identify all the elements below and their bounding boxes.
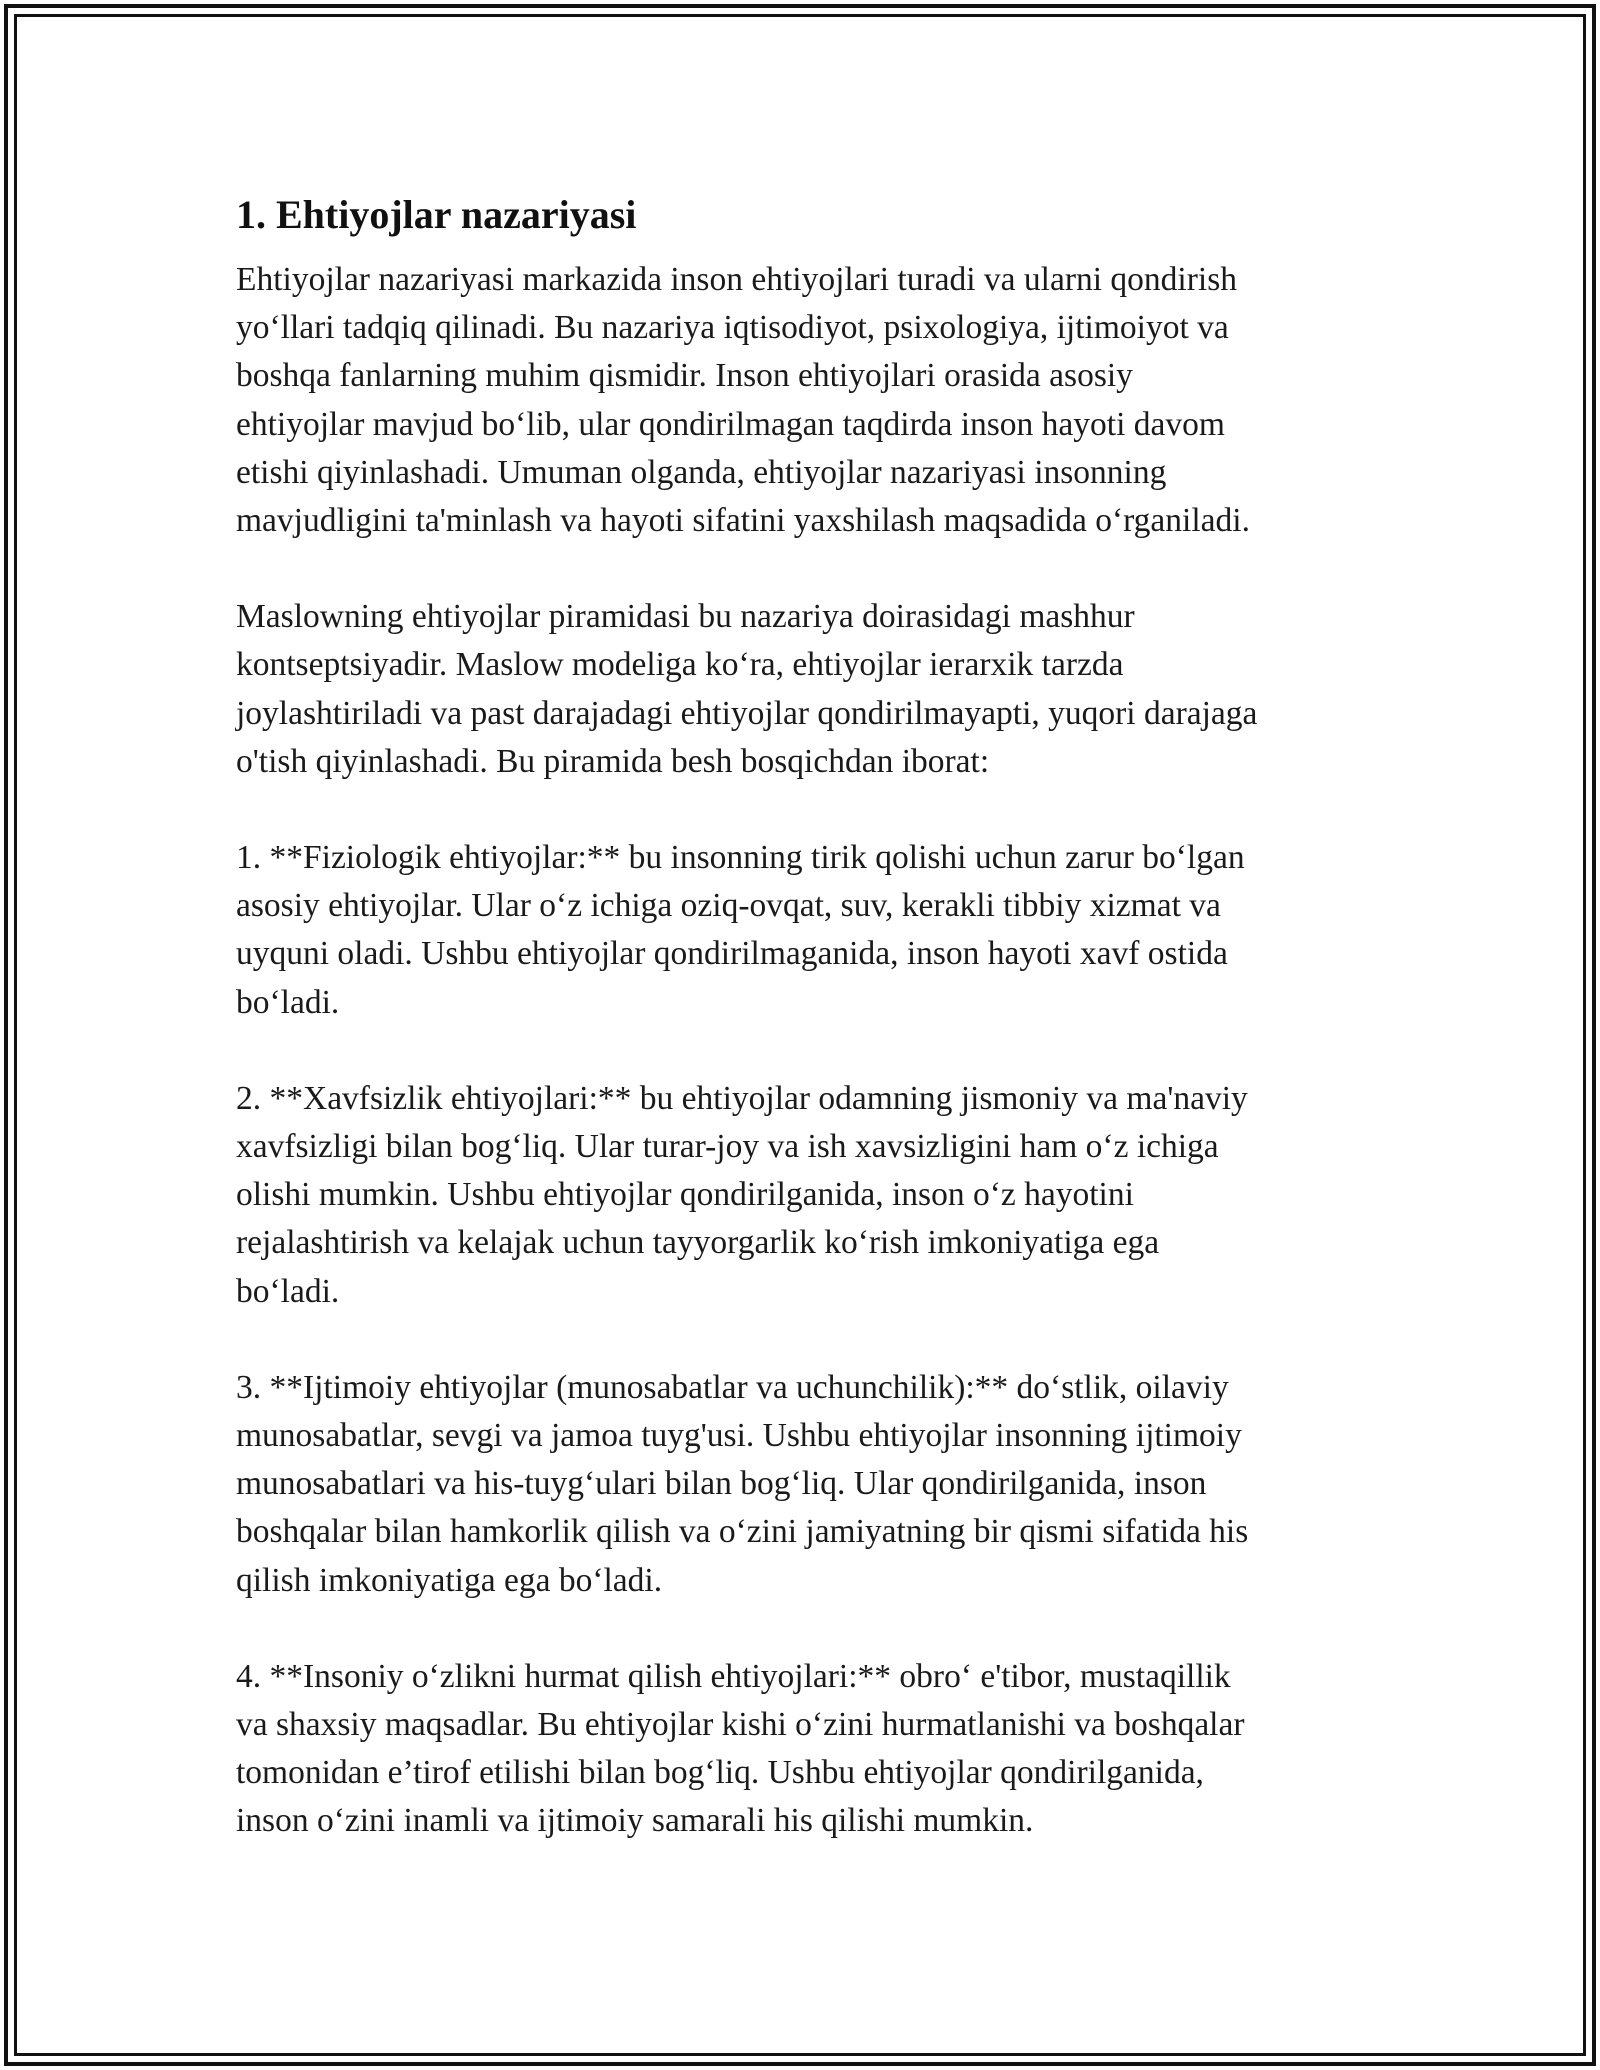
list-item-social bbox=[236, 1364, 1366, 1605]
text-line: bo‘ladi. bbox=[236, 1272, 340, 1310]
list-item-safety bbox=[236, 1075, 1366, 1316]
text-line: uyquni oladi. Ushbu ehtiyojlar qondirilmaganida, inson hayoti xavf ostida bbox=[236, 935, 1228, 973]
paragraph-intro bbox=[236, 256, 1366, 545]
text-line: boshqalar bilan hamkorlik qilish va o‘zini jamiyatning bir qismi sifatida his bbox=[236, 1513, 1249, 1551]
list-item-physiological bbox=[236, 834, 1366, 1027]
text-line: ehtiyojlar mavjud bo‘lib, ular qondirilmagan taqdirda inson hayoti davom bbox=[236, 405, 1225, 443]
text-line: boshqa fanlarning muhim qismidir. Inson ehtiyojlari orasida asosiy bbox=[236, 357, 1133, 395]
paragraph-maslow bbox=[236, 593, 1366, 786]
text-line: xavfsizligi bilan bog‘liq. Ular turar-joy va ish xavsizligini ham o‘z ichiga bbox=[236, 1128, 1219, 1166]
text-line: etishi qiyinlashadi. Umuman olganda, ehtiyojlar nazariyasi insonning bbox=[236, 453, 1167, 491]
list-item-esteem bbox=[236, 1653, 1366, 1846]
text-line: 2. **Xavfsizlik ehtiyojlari:** bu ehtiyojlar odamning jismoniy va ma'naviy bbox=[236, 1079, 1248, 1117]
text-line: asosiy ehtiyojlar. Ular o‘z ichiga oziq-ovqat, suv, kerakli tibbiy xizmat va bbox=[236, 887, 1221, 925]
text-line: Ehtiyojlar nazariyasi markazida inson ehtiyojlari turadi va ularni qondirish bbox=[236, 261, 1237, 298]
text-line: tomonidan e’tirof etilishi bilan bog‘liq. Ushbu ehtiyojlar qondirilganida, bbox=[236, 1754, 1204, 1792]
text-line: 3. **Ijtimoiy ehtiyojlar (munosabatlar va uchunchilik):** do‘stlik, oilaviy bbox=[236, 1368, 1229, 1406]
text-line: joylashtiriladi va past darajadagi ehtiyojlar qondirilmayapti, yuqori darajaga bbox=[236, 694, 1258, 732]
text-line: inson o‘zini inamli va ijtimoiy samarali his qilishi mumkin. bbox=[236, 1802, 1034, 1840]
text-line: rejalashtirish va kelajak uchun tayyorgarlik ko‘rish imkoniyatiga ega bbox=[236, 1224, 1160, 1262]
text-line: qilish imkoniyatiga ega bo‘ladi. bbox=[236, 1561, 663, 1599]
text-line: o'tish qiyinlashadi. Bu piramida besh bosqichdan iborat: bbox=[236, 742, 990, 780]
text-line: olishi mumkin. Ushbu ehtiyojlar qondirilganida, inson o‘z hayotini bbox=[236, 1176, 1134, 1214]
text-line: 4. **Insoniy o‘zlikni hurmat qilish ehtiyojlari:** obro‘ e'tibor, mustaqillik bbox=[236, 1657, 1231, 1695]
text-line: kontseptsiyadir. Maslow modeliga ko‘ra, ehtiyojlar ierarxik tarzda bbox=[236, 646, 1124, 684]
text-line: bo‘ladi. bbox=[236, 983, 340, 1021]
text-line: va shaxsiy maqsadlar. Bu ehtiyojlar kishi o‘zini hurmatlanishi va boshqalar bbox=[236, 1706, 1245, 1744]
text-line: 1. **Fiziologik ehtiyojlar:** bu insonning tirik qolishi uchun zarur bo‘lgan bbox=[236, 839, 1245, 877]
text-line: mavjudligini ta'minlash va hayoti sifatini yaxshilash maqsadida o‘rganiladi. bbox=[236, 502, 1250, 540]
text-line: munosabatlar, sevgi va jamoa tuyg'usi. Ushbu ehtiyojlar insonning ijtimoiy bbox=[236, 1417, 1242, 1455]
text-line: munosabatlari va his-tuyg‘ulari bilan bog‘liq. Ular qondirilganida, inson bbox=[236, 1465, 1207, 1503]
text-line: Maslowning ehtiyojlar piramidasi bu nazariya doirasidagi mashhur bbox=[236, 598, 1135, 636]
text-line: yo‘llari tadqiq qilinadi. Bu nazariya iqtisodiyot, psixologiya, ijtimoiyot va bbox=[236, 309, 1229, 347]
section-title: 1. Ehtiyojlar nazariyasi bbox=[236, 192, 637, 237]
document-body bbox=[236, 187, 1366, 1894]
